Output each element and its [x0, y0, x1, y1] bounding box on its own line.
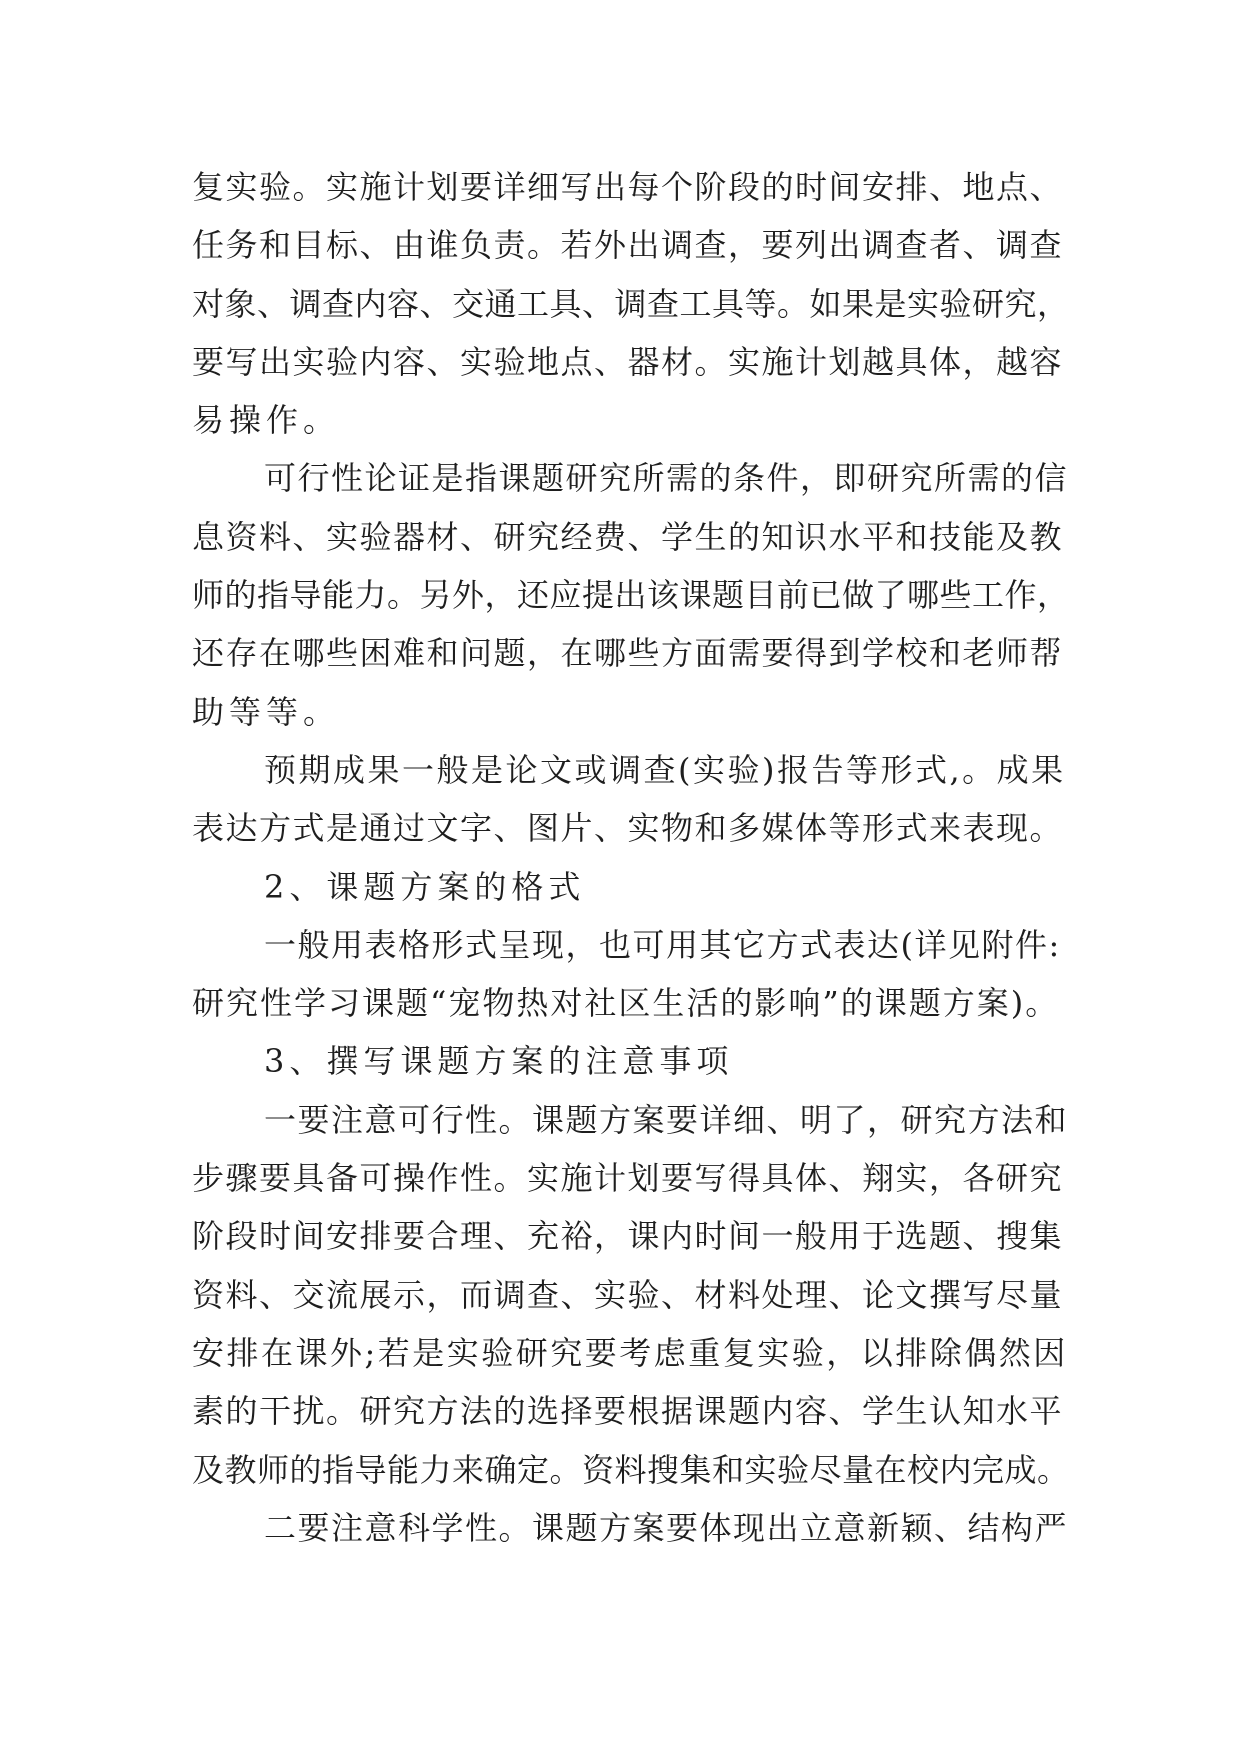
- paragraph-first-line: 预期成果一般是论文或调查(实验)报告等形式,。成果: [264, 750, 1066, 789]
- paragraph-first-line: 3、撰写课题方案的注意事项: [264, 1042, 734, 1081]
- paragraph-first-line: 2、课题方案的格式: [264, 867, 586, 906]
- text-line: 表达方式是通过文字、图片、实物和多媒体等形式来表现。: [192, 809, 1064, 848]
- text-line: 任务和目标、由谁负责。若外出调查，要列出调查者、调查: [192, 226, 1064, 265]
- body-text: [192, 158, 1072, 1557]
- text-line: 息资料、实验器材、研究经费、学生的知识水平和技能及教: [192, 517, 1064, 556]
- text-line: 安排在课外;若是实验研究要考虑重复实验，以排除偶然因: [192, 1333, 1068, 1372]
- text-line: 师的指导能力。另外，还应提出该课题目前已做了哪些工作，: [192, 576, 1070, 615]
- text-line: 助等等。: [192, 692, 341, 731]
- text-line: 步骤要具备可操作性。实施计划要写得具体、翔实，各研究: [192, 1159, 1064, 1198]
- text-line: 阶段时间安排要合理、充裕，课内时间一般用于选题、搜集: [192, 1217, 1064, 1256]
- paragraph-first-line: 一般用表格形式呈现，也可用其它方式表达(详见附件:: [264, 925, 1061, 964]
- text-line: 易操作。: [192, 401, 341, 440]
- paragraph-first-line: 一要注意可行性。课题方案要详细、明了，研究方法和: [264, 1100, 1069, 1139]
- text-line: 研究性学习课题“宠物热对社区生活的影响”的课题方案)。: [192, 984, 1060, 1023]
- paragraph-first-line: 二要注意科学性。课题方案要体现出立意新颖、结构严: [264, 1508, 1069, 1547]
- text-line: 要写出实验内容、实验地点、器材。实施计划越具体，越容: [192, 342, 1064, 381]
- text-line: 及教师的指导能力来确定。资料搜集和实验尽量在校内完成。: [192, 1450, 1070, 1489]
- text-line: 复实验。实施计划要详细写出每个阶段的时间安排、地点、: [192, 168, 1064, 206]
- text-line: 还存在哪些困难和问题，在哪些方面需要得到学校和老师帮: [192, 634, 1064, 673]
- paragraph-first-line: 可行性论证是指课题研究所需的条件，即研究所需的信: [264, 459, 1069, 498]
- text-line: 资料、交流展示，而调查、实验、材料处理、论文撰写尽量: [192, 1275, 1064, 1314]
- text-line: 对象、调查内容、交通工具、调查工具等。如果是实验研究，: [192, 284, 1070, 323]
- text-line: 素的干扰。研究方法的选择要根据课题内容、学生认知水平: [192, 1392, 1064, 1431]
